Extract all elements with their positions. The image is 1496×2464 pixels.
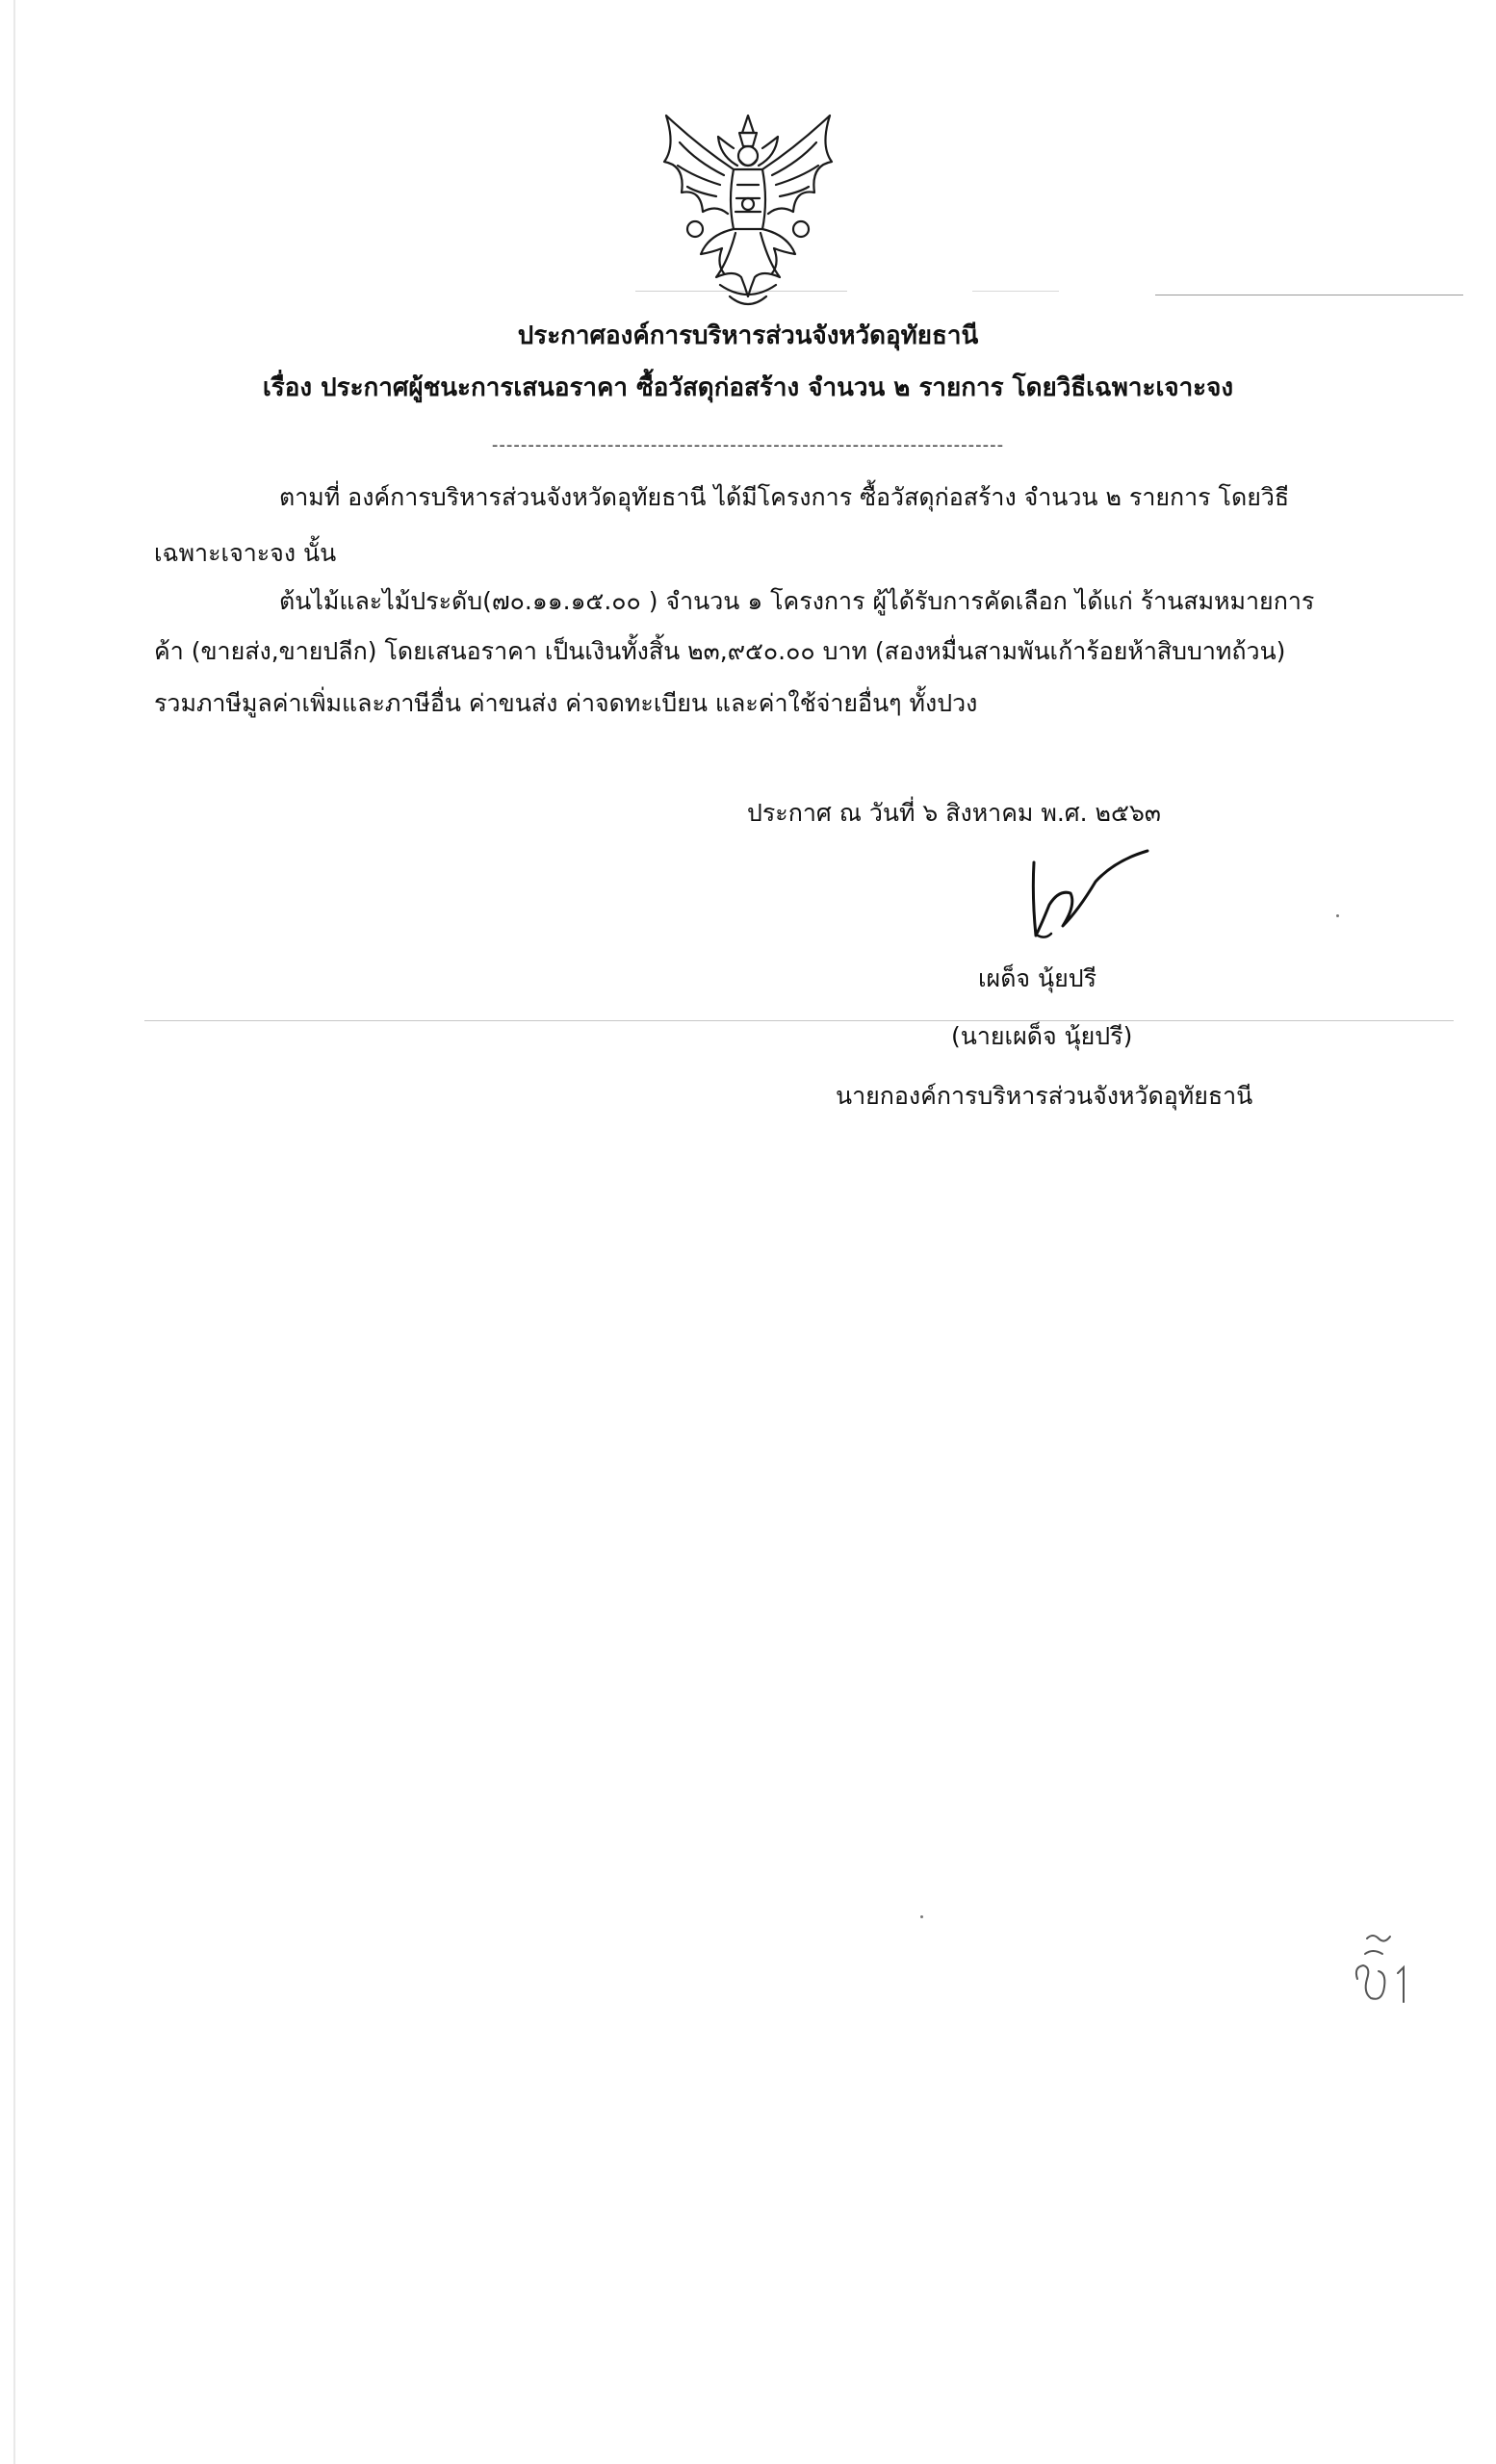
paragraph-1-line-1: ตามที่ องค์การบริหารส่วนจังหวัดอุทัยธานี ได้มีโครงการ ซื้อวัสดุก่อสร้าง จำนวน ๒ รายการ โดยวิธี (279, 483, 1290, 511)
garuda-emblem-icon (653, 108, 843, 318)
signer-position: นายกองค์การบริหารส่วนจังหวัดอุทัยธานี (836, 1082, 1253, 1110)
signer-name: เผด็จ นุ้ยปรี (978, 964, 1097, 992)
handwritten-page-mark-icon (1344, 1929, 1417, 2015)
signer-full-name: (นายเผด็จ นุ้ยปรี) (951, 1022, 1133, 1050)
scan-speck (1336, 914, 1339, 917)
announcement-subject: เรื่อง ประกาศผู้ชนะการเสนอราคา ซื้อวัสดุก่อสร้าง จำนวน ๒ รายการ โดยวิธีเฉพาะเจาะจง (262, 373, 1234, 402)
issue-date: ประกาศ ณ วันที่ ๖ สิงหาคม พ.ศ. ๒๕๖๓ (747, 799, 1161, 827)
paragraph-1-line-2: เฉพาะเจาะจง นั้น (154, 539, 337, 567)
dashed-separator: ----------------------------------------------------------------------- (491, 435, 1005, 455)
scan-line (972, 291, 1059, 292)
paragraph-2-line-1: ต้นไม้และไม้ประดับ(๗๐.๑๑.๑๕.๐๐ ) จำนวน ๑ โครงการ ผู้ได้รับการคัดเลือก ได้แก่ ร้านสมหมายการ (279, 587, 1315, 615)
paragraph-2-line-2: ค้า (ขายส่ง,ขายปลีก) โดยเสนอราคา เป็นเงินทั้งสิ้น ๒๓,๙๕๐.๐๐ บาท (สองหมื่นสามพันเก้าร้อยห้าสิบบาทถ้วน) (154, 637, 1286, 665)
scan-edge (13, 0, 15, 2464)
scan-line (144, 1020, 1454, 1021)
paragraph-2-line-3: รวมภาษีมูลค่าเพิ่มและภาษีอื่น ค่าขนส่ง ค่าจดทะเบียน และค่าใช้จ่ายอื่นๆ ทั้งปวง (154, 689, 978, 717)
announcement-title: ประกาศองค์การบริหารส่วนจังหวัดอุทัยธานี (517, 321, 979, 350)
signature-image (1017, 843, 1151, 947)
scan-speck (920, 1915, 923, 1918)
